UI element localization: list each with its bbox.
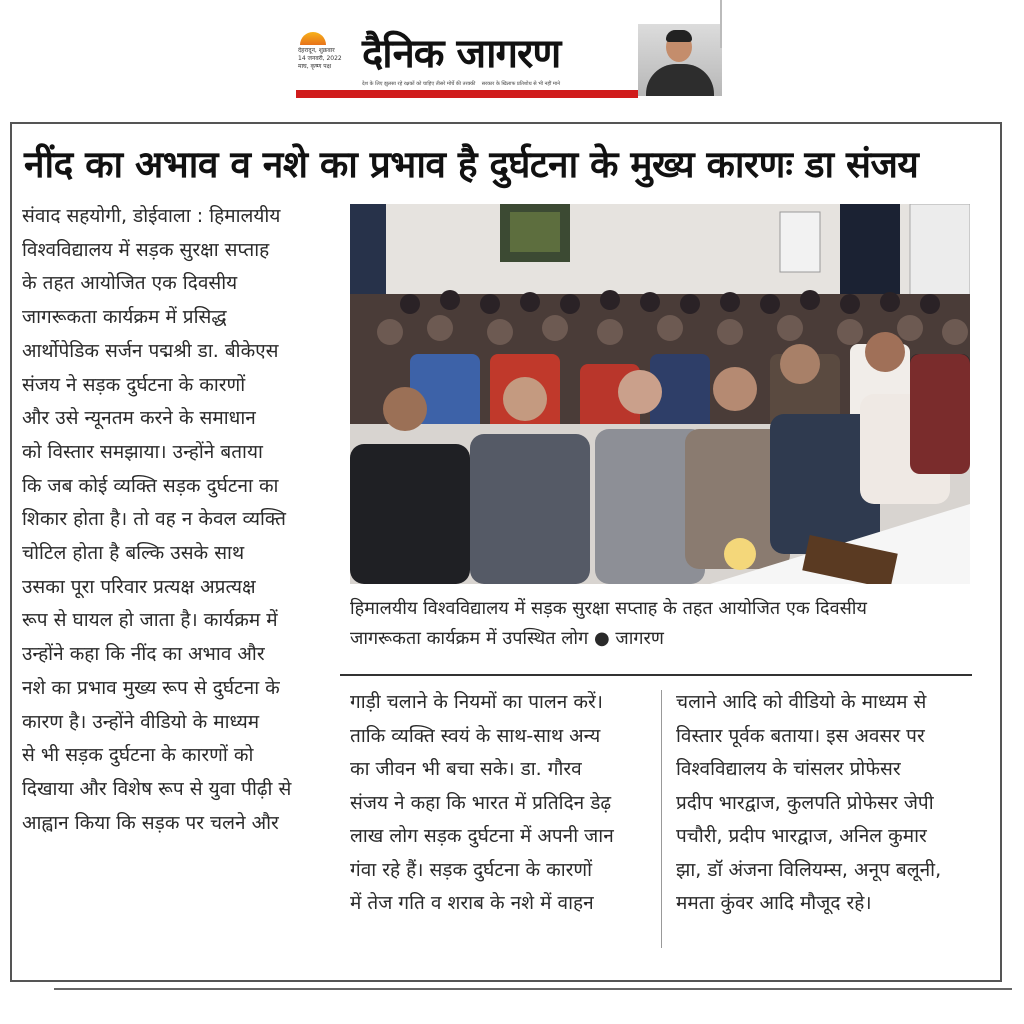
- caption-line: [350, 624, 972, 654]
- text-line: संजय ने सड़क दुर्घटना के कारणों: [22, 373, 246, 396]
- text-line: प्रदीप भारद्वाज, कुलपति प्रोफेसर जेपी: [676, 791, 934, 814]
- text-line: विश्वविद्यालय के चांसलर प्रोफेसर: [676, 758, 901, 780]
- section-divider: [340, 674, 972, 676]
- text-line: से भी सड़क दुर्घटना के कारणों को: [22, 744, 254, 767]
- text-line: पचौरी, प्रदीप भारद्वाज, अनिल कुमार: [676, 825, 927, 847]
- caption-line: हिमालयीय विश्वविद्यालय में सड़क सुरक्षा सप्ताह के तहत आयोजित एक दिवसीय: [350, 598, 867, 619]
- text-line: गंवा रहे हैं। सड़क दुर्घटना के कारणों: [350, 858, 593, 881]
- newspaper-masthead: [296, 22, 724, 100]
- text-line: उन्होंने कहा कि नींद का अभाव और: [22, 643, 265, 666]
- strap-left: देश के लिए झुलसा रहे रक्षकों को चाहिए तीसरे मोर्चे की तरक्की: [362, 81, 476, 87]
- edition-line: 14 जनवरी, 2022: [298, 55, 342, 62]
- text-line: विश्वविद्यालय में सड़क सुरक्षा सप्ताह: [22, 238, 270, 261]
- caption-credit: ● जागरण: [593, 628, 664, 649]
- audience-photo-image: [350, 204, 970, 584]
- text-line: नशे का प्रभाव मुख्य रूप से दुर्घटना के: [22, 676, 280, 699]
- article-headline: नींद का अभाव व नशे का प्रभाव है दुर्घटना के मुख्य कारणः डा संजय: [24, 143, 919, 186]
- article-column-3: [676, 686, 980, 921]
- column-separator: [661, 690, 662, 948]
- text-line: लाख लोग सड़क दुर्घटना में अपनी जान: [350, 825, 614, 847]
- article-photo: [350, 204, 970, 584]
- text-line: विस्तार पूर्वक बताया। इस अवसर पर: [676, 724, 925, 747]
- article-column-1: [22, 200, 340, 840]
- text-line: उसका पूरा परिवार प्रत्यक्ष अप्रत्यक्ष: [22, 575, 256, 598]
- text-line: संजय ने कहा कि भारत में प्रतिदिन डेढ़: [350, 791, 612, 814]
- newspaper-title: दैनिक जागरण: [362, 31, 561, 77]
- edition-info: [298, 28, 360, 90]
- text-line: को विस्तार समझाया। उन्होंने बताया: [22, 440, 263, 463]
- text-line: आह्वान किया कि सड़क पर चलने और: [22, 811, 279, 834]
- text-line: जागरूकता कार्यक्रम में प्रसिद्ध: [22, 306, 227, 329]
- text-line: का जीवन भी बचा सके। डा. गौरव: [350, 758, 582, 780]
- text-line: ताकि व्यक्ति स्वयं के साथ-साथ अन्य: [350, 724, 601, 747]
- text-line: कारण है। उन्होंने वीडियो के माध्यम: [22, 710, 260, 733]
- strap-right: सरकार के खिलाफ प्रतिशोध से भी नहीं माने: [481, 81, 560, 87]
- bottom-rule: [54, 988, 1012, 990]
- text-line: दिखाया और विशेष रूप से युवा पीढ़ी से: [22, 777, 292, 800]
- text-line: आर्थोपेडिक सर्जन पद्मश्री डा. बीकेएस: [22, 339, 279, 362]
- text-line: संवाद सहयोगी, डोईवाला : हिमालयीय: [22, 205, 281, 227]
- crop-line: [720, 0, 722, 48]
- text-line: कि जब कोई व्यक्ति सड़क दुर्घटना का: [22, 474, 279, 497]
- text-line: चलाने आदि को वीडियो के माध्यम से: [676, 691, 927, 713]
- photo-caption: [350, 594, 972, 654]
- text-line: में तेज गति व शराब के नशे में वाहन: [350, 892, 594, 914]
- text-line: और उसे न्यूनतम करने के समाधान: [22, 407, 256, 430]
- text-line: झा, डॉ अंजना विलियम्स, अनूप बलूनी,: [676, 858, 942, 881]
- article-column-2: [350, 686, 650, 921]
- sun-logo-icon: [300, 32, 326, 45]
- masthead-portrait-image: [638, 24, 722, 96]
- masthead-strap: [362, 80, 636, 88]
- text-line: गाड़ी चलाने के नियमों का पालन करें।: [350, 691, 603, 713]
- caption-text: जागरूकता कार्यक्रम में उपस्थित लोग: [350, 628, 589, 649]
- text-line: शिकार होता है। तो वह न केवल व्यक्ति: [22, 508, 286, 531]
- edition-line: देहरादून, शुक्रवार: [298, 47, 335, 54]
- edition-line: माघ, कृष्ण पक्ष: [298, 63, 331, 70]
- masthead-red-bar: [296, 90, 638, 98]
- text-line: चोटिल होता है बल्कि उसके साथ: [22, 542, 245, 565]
- text-line: के तहत आयोजित एक दिवसीय: [22, 272, 238, 295]
- text-line: ममता कुंवर आदि मौजूद रहे।: [676, 892, 872, 914]
- text-line: रूप से घायल हो जाता है। कार्यक्रम में: [22, 609, 278, 632]
